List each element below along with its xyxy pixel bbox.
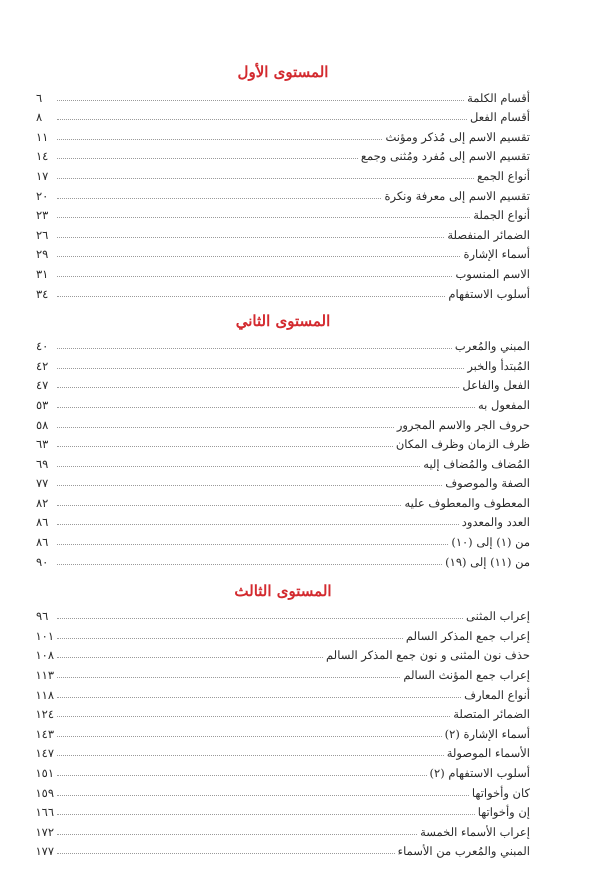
toc-row[interactable]: [36, 819, 530, 839]
toc-row[interactable]: [36, 510, 530, 530]
dot-leader: [57, 237, 444, 238]
page-number: ١٤: [36, 149, 49, 164]
dot-leader: [57, 775, 427, 776]
toc-row[interactable]: [36, 261, 530, 281]
toc-row[interactable]: [36, 529, 530, 549]
toc-title: المعطوف والمعطوف عليه: [404, 495, 530, 510]
toc-title: كان وأخواتها: [471, 785, 530, 800]
toc-title: الفعل والفاعل: [462, 378, 530, 393]
dot-leader: [57, 677, 400, 678]
page-number: ٢٠: [36, 188, 49, 203]
toc-title: الأسماء الموصولة: [446, 746, 530, 761]
dot-leader: [57, 217, 470, 218]
page-number: ٢٦: [36, 227, 49, 242]
page-number: ٥٣: [36, 397, 49, 412]
toc-title: المبني والمُعرب من الأسماء: [397, 844, 530, 859]
dot-leader: [57, 755, 444, 756]
toc-row[interactable]: [36, 412, 530, 432]
page-number: ١٧: [36, 168, 49, 183]
toc-row[interactable]: [36, 741, 530, 761]
section-spacer: [36, 569, 530, 581]
section-level-2: [36, 311, 530, 569]
dot-leader: [57, 466, 420, 467]
page-number: ٣٤: [36, 286, 49, 301]
toc-row[interactable]: [36, 85, 530, 105]
dot-leader: [57, 296, 445, 297]
toc-row[interactable]: [36, 222, 530, 242]
toc-title: تقسيم الاسم إلى معرفة ونكرة: [384, 188, 530, 203]
page-number: ٤٠: [36, 339, 49, 354]
toc-row[interactable]: [36, 281, 530, 301]
toc-row[interactable]: [36, 760, 530, 780]
page-number: ١٤٧: [35, 746, 54, 761]
toc-row[interactable]: [36, 432, 530, 452]
toc-row[interactable]: [36, 163, 530, 183]
toc-title: إن وأخواتها: [477, 805, 530, 820]
toc-row[interactable]: [36, 105, 530, 125]
dot-leader: [57, 446, 393, 447]
page-number: ٨: [36, 110, 43, 125]
page-number: ١٠١: [35, 628, 54, 643]
toc-title: أسلوب الاستفهام (٢): [429, 766, 530, 780]
page-number: ٢٩: [36, 247, 49, 262]
toc-row[interactable]: [36, 183, 530, 203]
toc-title: أقسام الفعل: [469, 110, 530, 125]
page-number: ١٧٢: [35, 824, 54, 839]
dot-leader: [57, 814, 475, 815]
page-number: ٩٠: [36, 554, 49, 569]
page-number: ٩٦: [36, 609, 49, 624]
dot-leader: [57, 256, 460, 257]
toc-row[interactable]: [36, 839, 530, 859]
page-number: ١٠٨: [35, 648, 54, 663]
toc-title: إعراب جمع المذكر السالم: [405, 628, 530, 643]
page-number: ٦٣: [36, 437, 49, 452]
dot-leader: [57, 198, 381, 199]
page-number: ٦٩: [36, 456, 49, 471]
dot-leader: [57, 158, 358, 159]
toc-title: حذف نون المثنى و نون جمع المذكر السالم: [326, 648, 530, 663]
page-number: ١١: [36, 129, 49, 144]
page-number: ٥٨: [36, 417, 49, 432]
dot-leader: [57, 276, 452, 277]
toc-row[interactable]: [36, 643, 530, 663]
toc-row[interactable]: [36, 353, 530, 373]
dot-leader: [57, 119, 467, 120]
dot-leader: [57, 387, 459, 388]
section-heading: المستوى الثالث: [234, 581, 332, 600]
toc-row[interactable]: [36, 604, 530, 624]
dot-leader: [57, 638, 403, 639]
page-number: ٨٦: [36, 535, 49, 550]
page-number: ١١٣: [35, 668, 54, 683]
section-level-3: [36, 581, 530, 859]
page-number: ١٤٣: [35, 726, 54, 741]
page-number: ٤٧: [36, 378, 49, 393]
toc-title: الاسم المنسوب: [455, 266, 530, 281]
toc-row[interactable]: [36, 623, 530, 643]
page-number: ١١٨: [35, 687, 54, 702]
toc-title: أنواع الجمع: [477, 168, 530, 183]
toc-title: تقسيم الاسم إلى مُفرد ومُثنى وجمع: [360, 149, 530, 164]
toc-row[interactable]: [36, 392, 530, 412]
section-level-1: [36, 62, 530, 301]
page-number: ١٢٤: [35, 707, 54, 722]
page-number: ٢٣: [36, 208, 49, 223]
toc-row[interactable]: [36, 471, 530, 491]
dot-leader: [57, 427, 394, 428]
dot-leader: [57, 407, 475, 408]
dot-leader: [57, 348, 452, 349]
toc-row[interactable]: [36, 144, 530, 164]
section-heading: المستوى الأول: [237, 63, 329, 81]
dot-leader: [57, 505, 401, 506]
dot-leader: [57, 178, 474, 179]
dot-leader: [57, 795, 469, 796]
toc-title: إعراب جمع المؤنث السالم: [403, 668, 530, 683]
dot-leader: [57, 697, 461, 698]
toc-title: الصفة والموصوف: [445, 476, 530, 491]
toc-title: إعراب الأسماء الخمسة: [420, 824, 530, 839]
dot-leader: [57, 485, 442, 486]
dot-leader: [57, 368, 464, 369]
toc-title: أقسام الكلمة: [467, 90, 530, 105]
toc-row[interactable]: [36, 682, 530, 702]
toc-title: حروف الجر والاسم المجرور: [396, 417, 530, 432]
dot-leader: [57, 544, 448, 545]
page-number: ١٥٩: [35, 785, 54, 800]
dot-leader: [57, 716, 450, 717]
page-number: ١٧٧: [35, 844, 54, 859]
toc-title: ظرف الزمان وظرف المكان: [395, 437, 530, 452]
page-number: ٤٢: [36, 358, 49, 373]
toc-title: أنواع المعارف: [464, 687, 530, 702]
page-number: ٦: [36, 90, 43, 105]
toc-title: المُضاف والمُضاف إليه: [423, 456, 530, 471]
toc-title: من (١) إلى (١٠): [451, 535, 530, 550]
toc-title: إعراب المثنى: [466, 609, 530, 624]
section-heading: المستوى الثاني: [235, 311, 331, 330]
dot-leader: [57, 736, 442, 737]
toc-row[interactable]: [36, 490, 530, 510]
section-spacer: [36, 301, 530, 311]
page-number: ٨٢: [36, 495, 49, 510]
toc-row[interactable]: [36, 662, 530, 682]
dot-leader: [57, 657, 323, 658]
toc-row[interactable]: [36, 702, 530, 722]
toc-row[interactable]: [36, 549, 530, 569]
page-number: ٧٧: [36, 476, 49, 491]
dot-leader: [57, 618, 463, 619]
dot-leader: [57, 853, 395, 854]
toc-row[interactable]: [36, 242, 530, 262]
toc-title: أنواع الجملة: [473, 208, 530, 223]
toc-title: من (١١) إلى (١٩): [445, 554, 530, 569]
toc-row[interactable]: [36, 780, 530, 800]
toc-row[interactable]: [36, 721, 530, 741]
toc-title: الضمائر المتصلة: [453, 707, 530, 722]
toc-title: أسلوب الاستفهام: [448, 286, 530, 301]
page-number: ١٦٦: [35, 805, 54, 820]
toc-title: المفعول به: [477, 397, 530, 412]
dot-leader: [57, 564, 442, 565]
page-number: ٨٦: [36, 515, 49, 530]
dot-leader: [57, 834, 417, 835]
toc-row[interactable]: [36, 203, 530, 223]
toc-row[interactable]: [36, 451, 530, 471]
toc-row[interactable]: [36, 373, 530, 393]
toc-title: المبني والمُعرب: [454, 339, 530, 354]
toc-row[interactable]: [36, 124, 530, 144]
toc-title: أسماء الإشارة: [463, 247, 530, 262]
page-number: ٣١: [36, 266, 49, 281]
toc-row[interactable]: [36, 800, 530, 820]
toc-title: أسماء الإشارة (٢): [444, 726, 530, 741]
page-number: ١٥١: [35, 766, 54, 780]
dot-leader: [57, 139, 382, 140]
dot-leader: [57, 100, 464, 101]
toc-title: الضمائر المنفصلة: [447, 227, 530, 242]
dot-leader: [57, 524, 459, 525]
toc-title: تقسيم الاسم إلى مُذكر ومؤنث: [385, 129, 530, 144]
toc-title: المُبتدأ والخبر: [467, 358, 530, 373]
toc-title: العدد والمعدود: [461, 515, 530, 530]
toc-row[interactable]: [36, 334, 530, 354]
